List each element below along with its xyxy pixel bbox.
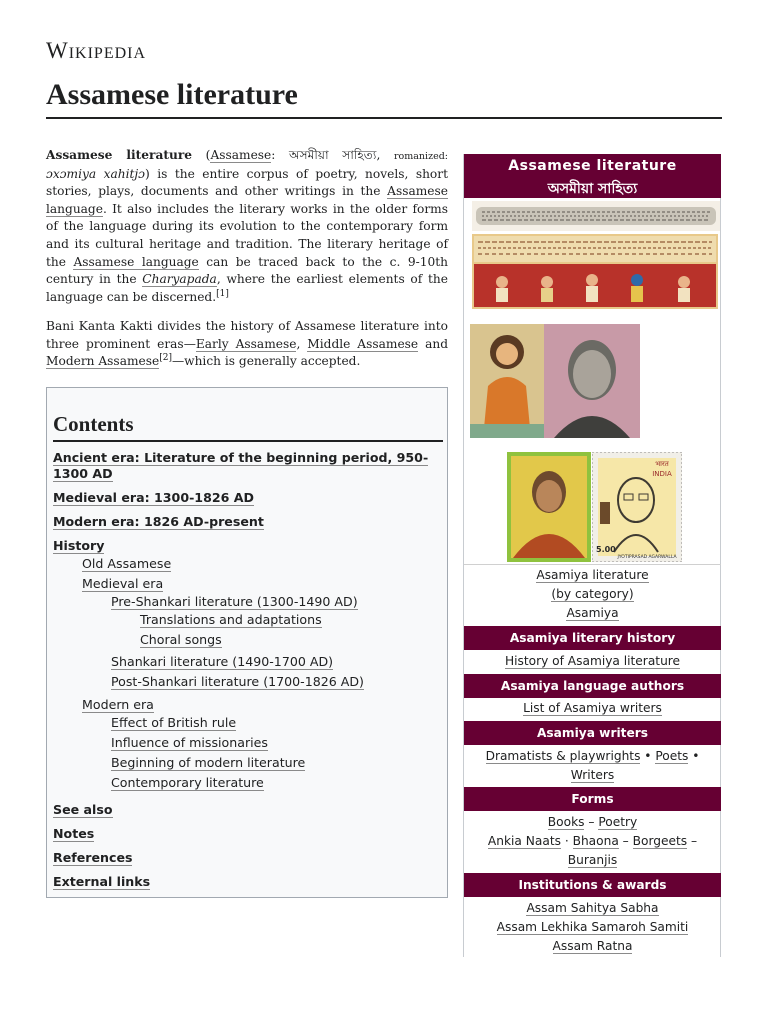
portrait-poet-image[interactable] [507,452,591,562]
infobox-link-writers-list[interactable] [464,701,721,715]
infobox-link-history[interactable] [464,654,721,668]
poets-link[interactable]: Poets [655,749,689,763]
bullet: • [688,749,700,763]
toc-label[interactable]: Beginning of modern literature [111,755,306,770]
stamp-country-native: भारत [655,460,669,468]
stamp-country: INDIA [652,470,672,478]
manuscript-image[interactable] [472,201,720,231]
toc-divider [53,440,443,442]
eras-text: and [418,336,448,351]
portrait-deity-image[interactable] [470,324,544,438]
toc-label[interactable]: Contemporary literature [111,775,264,790]
infobox-link-lekhika-samiti[interactable] [464,920,721,934]
bhaona-link[interactable]: Bhaona [572,834,619,848]
toc-item-ancient-era[interactable] [53,450,428,482]
toc-item-references[interactable] [53,850,132,866]
toc-label[interactable]: See also [53,802,113,817]
india-stamp[interactable] [592,452,682,562]
intro-paragraph [46,147,448,306]
intro-text: . It also includes the literary works in the older forms of the language during its evolution to the contemporary form and its cultural heritage and tradition. The literary heritage of the [46,201,448,269]
toc-item-post-shankari[interactable] [111,674,364,690]
toc-item-pre-shankari[interactable] [111,594,358,610]
infobox-link-asamiya[interactable] [464,606,721,620]
eras-text: , [296,336,308,351]
toc-item-british-rule[interactable] [111,715,236,731]
infobox-link-sahitya-sabha[interactable] [464,901,721,915]
toc-label[interactable]: Translations and adaptations [140,612,322,627]
charyapada-link[interactable]: Charyapada [142,272,217,287]
infobox-forms-row-3 [464,853,721,867]
stamp-value: 5.00 [596,545,616,554]
toc-label[interactable]: Choral songs [140,632,222,647]
toc-label[interactable]: Influence of missionaries [111,735,268,750]
infobox-divider [464,564,721,565]
toc-item-modern-era[interactable] [53,514,264,530]
infobox-writers-row [464,749,721,763]
link-label[interactable]: History of Asamiya literature [504,654,681,668]
link-label[interactable]: (by category) [551,587,634,601]
poetry-link[interactable]: Poetry [598,815,638,829]
intro-text: ( [192,148,211,162]
dash: – [618,834,633,848]
dash: – [687,834,698,848]
link-label[interactable]: Assam Sahitya Sabha [526,901,659,915]
toc-item-modern-era-sub[interactable] [82,697,154,713]
native-name: : অসমীয়া সাহিত্য, [271,148,394,162]
toc-item-contemporary[interactable] [111,775,264,791]
toc-label[interactable]: Modern era: 1826 AD-present [53,514,264,529]
assamese-link[interactable]: Assamese [210,148,272,162]
table-of-contents [46,387,448,898]
infobox-section-authors: Asamiya language authors [464,674,721,698]
ref-2-link[interactable]: [2] [159,353,172,364]
toc-label[interactable]: Medieval era [82,576,164,591]
toc-label[interactable]: Medieval era: 1300-1826 AD [53,490,254,505]
writers-link[interactable]: Writers [570,768,615,782]
toc-label[interactable]: Shankari literature (1490-1700 AD) [111,654,334,669]
toc-label[interactable]: Old Assamese [82,556,172,571]
toc-item-see-also[interactable] [53,802,113,818]
infobox-section-history: Asamiya literary history [464,626,721,650]
link-label[interactable]: Asamiya literature [536,568,649,582]
eras-text: —which is generally accepted. [171,354,361,369]
toc-item-medieval-era-sub[interactable] [82,576,163,592]
page-title: Assamese literature [46,78,298,111]
toc-item-external-links[interactable] [53,874,150,890]
dot: · [560,834,573,848]
infobox [463,154,721,957]
toc-item-history[interactable] [53,538,104,554]
assamese-language-link-2[interactable]: Assamese language [73,254,199,269]
borgeets-link[interactable]: Borgeets [632,834,688,848]
middle-assamese-link[interactable]: Middle Assamese [307,336,419,351]
toc-item-modern-beginning[interactable] [111,755,305,771]
portrait-man-image[interactable] [544,324,640,438]
toc-title: Contents [53,412,134,436]
dramatists-link[interactable]: Dramatists & playwrights [485,749,641,763]
romanized-label: romanized: [394,151,448,162]
toc-label[interactable]: 1300 AD [53,466,113,481]
toc-item-old-assamese[interactable] [82,556,171,572]
infobox-link-asamiya-literature[interactable] [464,568,721,582]
link-label[interactable]: Assam Lekhika Samaroh Samiti [496,920,689,934]
infobox-header [464,154,721,198]
toc-item-medieval-era[interactable] [53,490,254,506]
toc-label[interactable]: Pre-Shankari literature (1300-1490 AD) [111,594,358,609]
toc-item-translations[interactable] [140,612,322,628]
ankia-naats-link[interactable]: Ankia Naats [487,834,561,848]
toc-label[interactable]: Post-Shankari literature (1700-1826 AD) [111,674,364,689]
infobox-writers-row-2 [464,768,721,782]
assamese-language-link[interactable]: Assamese language [46,184,448,216]
toc-item-choral-songs[interactable] [140,632,222,648]
toc-item-shankari[interactable] [111,654,333,670]
buranjis-link[interactable]: Buranjis [567,853,618,867]
stamp-caption: JYOTIPRASAD AGARWALLA [617,555,677,560]
toc-item-missionaries[interactable] [111,735,268,751]
toc-item-notes[interactable] [53,826,94,842]
infobox-section-institutions: Institutions & awards [464,873,721,897]
intro-text: can be traced back to the c. 9-10th century in the [46,254,448,287]
toc-label[interactable]: Effect of British rule [111,715,237,730]
early-assamese-link[interactable]: Early Assamese [195,336,297,351]
infobox-forms-row-1 [464,815,721,829]
painted-manuscript-image[interactable] [472,234,718,309]
ref-1-link[interactable]: [1] [216,288,229,299]
toc-label[interactable]: External links [53,874,151,889]
toc-label[interactable]: History [53,538,105,553]
toc-label[interactable]: Modern era [82,697,154,712]
infobox-link-assam-ratna[interactable] [464,939,721,953]
bullet: • [640,749,656,763]
infobox-forms-row-2 [464,834,721,848]
toc-label[interactable]: Notes [53,826,95,841]
infobox-title-native: অসমীয়া সাহিত্য [547,181,638,197]
intro-text: , where the earliest elements of the language can be discerned. [46,272,448,304]
infobox-link-by-category[interactable] [464,587,721,601]
eras-text: Bani Kanta Kakti divides the history of Assamese literature into three prominent eras— [46,319,448,351]
intro-bold-term: Assamese literature [46,148,193,162]
wikipedia-wordmark[interactable]: Wikipedia [46,38,147,63]
books-link[interactable]: Books [547,815,585,829]
intro-text: ) is the entire corpus of poetry, novels, short stories, plays, documents and other writings in the [46,166,448,199]
dash: – [584,815,599,829]
toc-label[interactable]: References [53,850,133,865]
link-label[interactable]: List of Asamiya writers [523,701,662,715]
romanized-text: ɔxɔmiya xahitjɔ [46,166,145,181]
link-label[interactable]: Assam Ratna [552,939,633,953]
eras-paragraph [46,318,448,371]
infobox-title: Assamese literature [508,158,677,174]
modern-assamese-link[interactable]: Modern Assamese [46,354,160,369]
link-label[interactable]: Asamiya [566,606,619,620]
infobox-section-forms: Forms [464,787,721,811]
title-divider [46,117,722,119]
toc-label[interactable]: Ancient era: Literature of the beginning period, 950- [53,450,429,465]
infobox-section-writers: Asamiya writers [464,721,721,745]
